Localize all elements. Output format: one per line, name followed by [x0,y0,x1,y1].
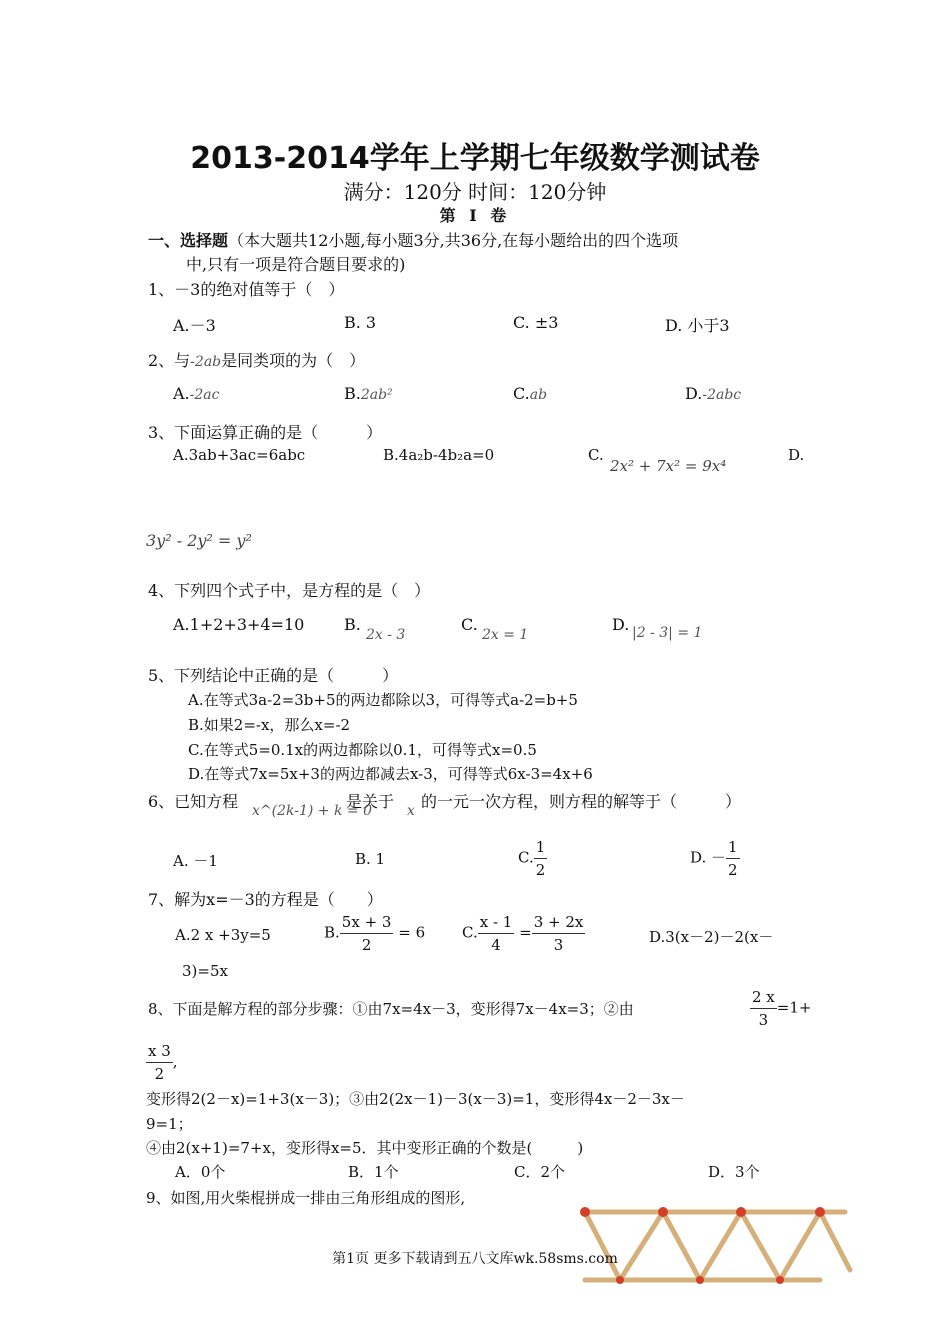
q8-option-d: D．3个 [708,1163,760,1181]
q3-option-d-math: 3y² - 2y² = y² [146,531,252,550]
q7-option-a: A.2 x +3y=5 [175,926,271,944]
q5-option-c: C.在等式5=0.1x的两边都除以0.1，可得等式x=0.5 [188,741,537,759]
q3-option-d: D. [788,446,805,464]
q7-option-b: B. $\frac{5x + 3}{2}$ = 6 [324,913,426,954]
q8-option-c: C．2个 [514,1163,566,1181]
q4-option-b: B. [344,615,361,634]
q5-option-b: B.如果2=-x，那么x=-2 [188,716,351,734]
q6-option-c: C. $\frac{1}{2}$ [518,838,546,879]
q3-option-c-math: 2x² + 7x² = 9x⁴ [610,457,727,475]
q5-option-d: D.在等式7x=5x+3的两边都减去x-3，可得等式6x-3=4x+6 [188,765,593,783]
q6-stem-post: 的一元一次方程，则方程的解等于（ ） [421,792,742,811]
q4-option-c: C. [461,615,478,634]
q4-stem: 4、下列四个式子中，是方程的是（ ） [148,581,431,600]
q2-stem: 2、与-2ab是同类项的为（ ） [148,351,366,370]
matchstick-figure [565,1200,865,1286]
q2-option-a: A.-2ac [173,384,220,403]
q5-stem: 5、下列结论中正确的是（ ） [148,666,399,685]
q8-line3: 变形得2(2－x)=1+3(x－3)；③由2(2x－1)－3(x－3)=1，变形得4x－2－3x－ [146,1090,685,1108]
section-heading: 一、选择题（本大题共12小题,每小题3分,共36分,在每小题给出的四个选项 [148,231,679,250]
q1-option-b: B. 3 [344,313,377,332]
q4-option-d-math: |2 - 3| = 1 [632,625,703,641]
q6-stem-pre: 6、已知方程 [148,792,239,811]
q2-option-c: C.ab [513,384,548,403]
q6-option-a: A. －1 [173,852,218,870]
q1-option-c: C. ±3 [513,313,559,332]
q1-option-d: D. 小于3 [665,316,730,335]
q7-option-d-cont: 3)=5x [182,962,228,980]
page-subtitle: 满分：120分 时间：120分钟 [343,180,607,204]
q6-var: x [407,803,415,819]
q7-option-d: D.3(x－2)－2(x－ [649,928,774,946]
q1-stem: 1、－3的绝对值等于（ ） [148,280,345,299]
q5-option-a: A.在等式3a-2=3b+5的两边都除以3，可得等式a-2=b+5 [188,691,578,709]
q3-stem: 3、下面运算正确的是（ ） [148,423,383,442]
q3-option-b: B.4a₂b-4b₂a=0 [383,446,495,464]
q8-line1: 8、下面是解方程的部分步骤：①由7x=4x－3，变形得7x－4x=3；②由 [148,1000,634,1018]
q8-line5: ④由2(x+1)=7+x，变形得x=5．其中变形正确的个数是( ) [146,1139,584,1157]
q2-option-d: D.-2abc [685,384,742,403]
page-footer: 第1页 更多下载请到五八文库wk.58sms.com [332,1251,618,1267]
q9-stem: 9、如图,用火柴棍拼成一排由三角形组成的图形, [146,1189,466,1207]
q2-option-b: B.2ab² [344,384,393,403]
q8-option-b: B．1个 [348,1163,399,1181]
q8-line4: 9=1； [146,1115,193,1133]
q3-option-a: A.3ab+3ac=6abc [173,446,306,464]
q7-option-c: C. $\frac{x - 1}{4}$ = $\frac{3 + 2x}{3}$ [462,913,584,954]
q6-option-d: D. － $\frac{1}{2}$ [690,838,738,879]
q8-option-a: A．0个 [175,1163,226,1181]
q6-stem-mid: 是关于 [346,792,395,811]
q4-option-c-math: 2x = 1 [482,627,529,643]
volume-label: 第 Ⅰ 卷 [439,206,511,225]
q4-option-d: D. [612,615,630,634]
q8-frac1: $\frac{2 x}{3}$ =1+ [752,988,812,1029]
q4-option-b-math: 2x - 3 [366,627,406,643]
q6-equation: x^(2k-1) + k = 0 [252,803,372,819]
page-title: 2013-2014学年上学期七年级数学测试卷 [190,141,760,176]
q6-option-b: B. 1 [355,850,386,868]
q8-frac2: $\frac{x 3}{2}$ , [148,1042,178,1083]
q3-option-c: C. [588,446,604,464]
q1-option-a: A.－3 [173,316,216,335]
section-desc: 中,只有一项是符合题目要求的) [186,255,406,274]
q4-option-a: A.1+2+3+4=10 [173,615,305,634]
q7-stem: 7、解为x=－3的方程是（ ） [148,890,383,909]
